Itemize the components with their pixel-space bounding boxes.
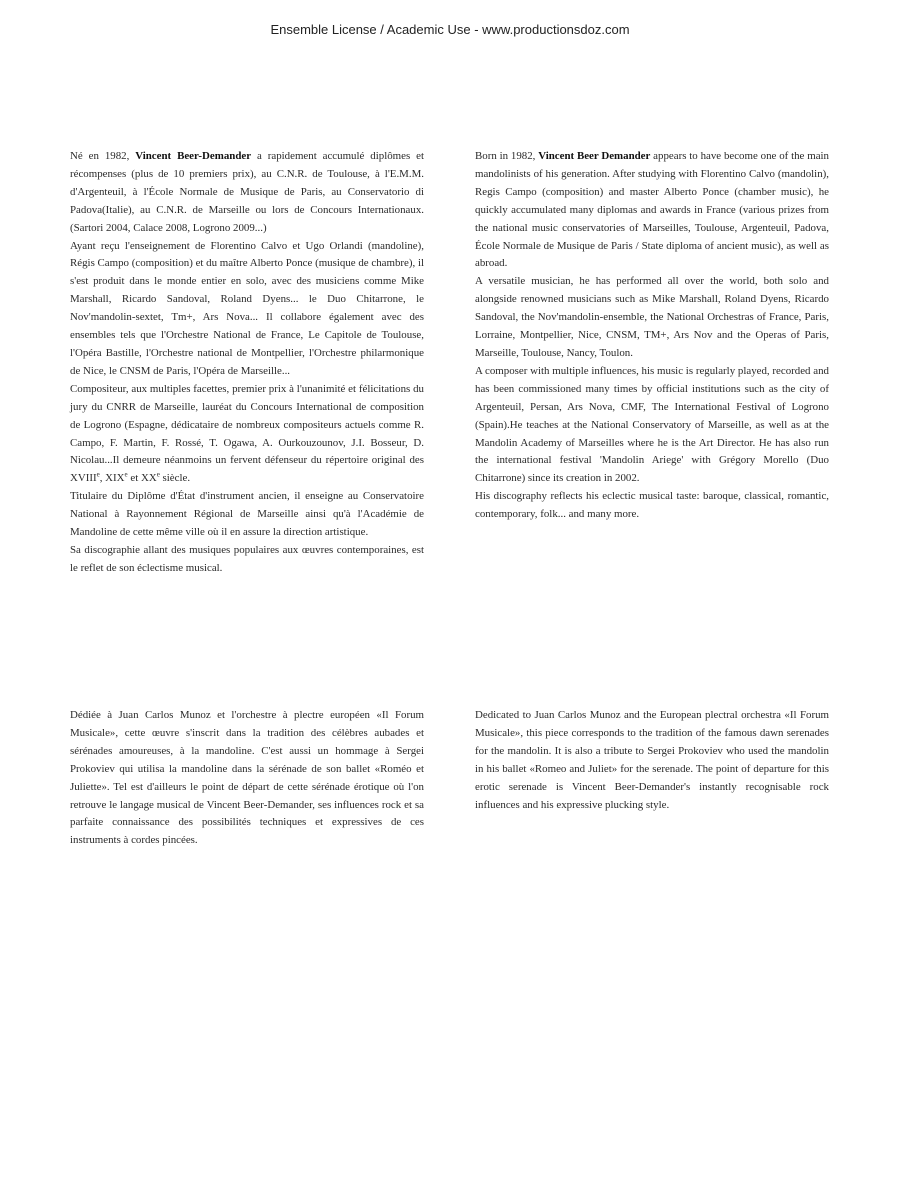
bio-fr-paragraph-5: Sa discographie allant des musiques populaires aux œuvres contemporaines, est le reflet de son éclectisme musical. <box>70 543 424 574</box>
superscript-e: e <box>96 470 100 479</box>
bio-en-paragraph-2: A versatile musician, he has performed all over the world, both solo and alongside renowned musicians such as Mike Marshall, Roland Dyens, Ricardo Sandoval, the Nov'mandolin-ensemble, the National Orchestras of France, Paris, Lorraine, Montpellier, Nice, CNSM, TM+, Ars Nov and the Operas of Paris, Marseille, Toulouse, Nancy, Toulon. <box>475 275 829 359</box>
bio-fr-p1-rest: a rapidement accumulé diplômes et récompenses (plus de 10 premiers prix), au C.N.R. de Toulouse, à l'E.M.M. d'Argenteuil, à l'École Normale de Musique de Paris, au Conservatorio di Padova(Italie), au C.N.R. de Marseille ou lors de Concours Internationaux. (Sartori 2004, Calace 2008, Logrono 2009...) <box>70 150 424 234</box>
bio-fr-p3-mid2: et XX <box>127 472 157 485</box>
superscript-e: e <box>124 470 128 479</box>
bio-fr-p1-lead: Né en 1982, <box>70 150 136 162</box>
bio-fr-paragraph-1 <box>70 148 424 238</box>
work-notes-french <box>70 707 424 850</box>
biography-french <box>70 148 424 578</box>
bio-en-p1-rest: appears to have become one of the main mandolinists of his generation. After studying with Florentino Calvo (mandolin), Regis Campo (composition) and master Alberto Ponce (chamber music), he quickly accumulated many diplomas and awards in France (various prizes from the national music conservatories of Marseilles, Toulouse, Argenteuil, Padova, École Normale de Musique de Paris / State diploma of ancient music), as well as abroad. <box>475 150 829 270</box>
bio-en-paragraph-3: A composer with multiple influences, his music is regularly played, recorded and has been commissioned many times by official institutions such as the city of Argenteuil, Persan, Ars Nova, CMF, The International Festival of Logrono (Spain).He teaches at the National Conservatory of Marseille, as well as at the Mandolin Academy of Marseilles where he is the Art Director. He has also run the international festival 'Mandolin Ariege' with Grégory Morello (Duo Chitarrone) since its creation in 2002. <box>475 364 829 485</box>
bio-fr-paragraph-4: Titulaire du Diplôme d'État d'instrument ancien, il enseigne au Conservatoire National à Rayonnement Régional de Marseille ainsi qu'à l'Académie de Mandoline de cette même ville où il en assure la direction artistique. <box>70 490 424 539</box>
bio-fr-p3-end: siècle. <box>159 472 191 485</box>
work-en-paragraph: Dedicated to Juan Carlos Munoz and the European plectral orchestra «Il Forum Musicale», this piece corresponds to the tradition of the famous dawn serenades for the mandolin. It is also a tribute to Sergei Prokoviev who used the mandolin in his ballet «Romeo and Juliet» for the serenade. The point of departure for this erotic serenade is Vincent Beer-Demander's instantly recognisable rock influences and his expressive plucking style. <box>475 709 829 811</box>
biography-english <box>475 148 829 524</box>
composer-name-en: Vincent Beer Demander <box>538 150 651 162</box>
bio-en-paragraph-4: His discography reflects his eclectic musical taste: baroque, classical, romantic, contemporary, folk... and many more. <box>475 490 829 521</box>
work-fr-paragraph: Dédiée à Juan Carlos Munoz et l'orchestre à plectre européen «Il Forum Musicale», cette œuvre s'inscrit dans la tradition des célèbres aubades et sérénades amoureuses, à la mandoline. C'est aussi un hommage à Sergei Prokoviev qui utilisa la mandoline dans la sérénade de son ballet «Roméo et Juliette». Tel est d'ailleurs le point de départ de cette sérénade érotique où l'on retrouve le langage musical de Vincent Beer-Demander, ses influences rock et sa parfaite connaissance des possibilités techniques et expressives de ces instruments à cordes pincées. <box>70 709 424 847</box>
bio-fr-p3-mid1: , XIX <box>99 472 125 485</box>
superscript-e: e <box>156 470 160 479</box>
bio-fr-paragraph-3 <box>70 381 424 488</box>
bio-fr-p3-main: Compositeur, aux multiples facettes, premier prix à l'unanimité et félicitations du jury du CNRR de Marseille, lauréat du Concours International de composition de Logrono (Espagne, dédicataire de nombreux compositeurs actuels comme R. Campo, F. Martin, F. Rossé, T. Ogawa, A. Ourkouzounov, J.I. Bosseur, D. Nicolau...Il demeure néanmoins un fervent défenseur du répertoire original des XVIII <box>70 382 424 485</box>
bio-fr-paragraph-2: Ayant reçu l'enseignement de Florentino Calvo et Ugo Orlandi (mandoline), Régis Campo (composition) et du maître Alberto Ponce (musique de chambre), il s'est produit dans le monde entier en solo, avec des musiciens comme Mike Marshall, Ricardo Sandoval, Roland Dyens... le Duo Chitarrone, le Nov'mandolin-sextet, Tm+, Ars Nova... Il collabore également avec des ensembles tels que l'Orchestre National de France, Le Capitole de Toulouse, l'Opéra Bastille, l'Orchestre national de Montpellier, l'Orchestre philarmonique de Nice, le CNSM de Paris, l'Opéra de Marseille... <box>70 239 424 377</box>
bio-en-paragraph-1 <box>475 148 829 273</box>
license-header: Ensemble License / Academic Use - www.productionsdoz.com <box>270 22 630 37</box>
composer-name-fr: Vincent Beer-Demander <box>135 150 252 162</box>
bio-en-p1-lead: Born in 1982, <box>475 150 539 162</box>
work-notes-english <box>475 707 829 814</box>
